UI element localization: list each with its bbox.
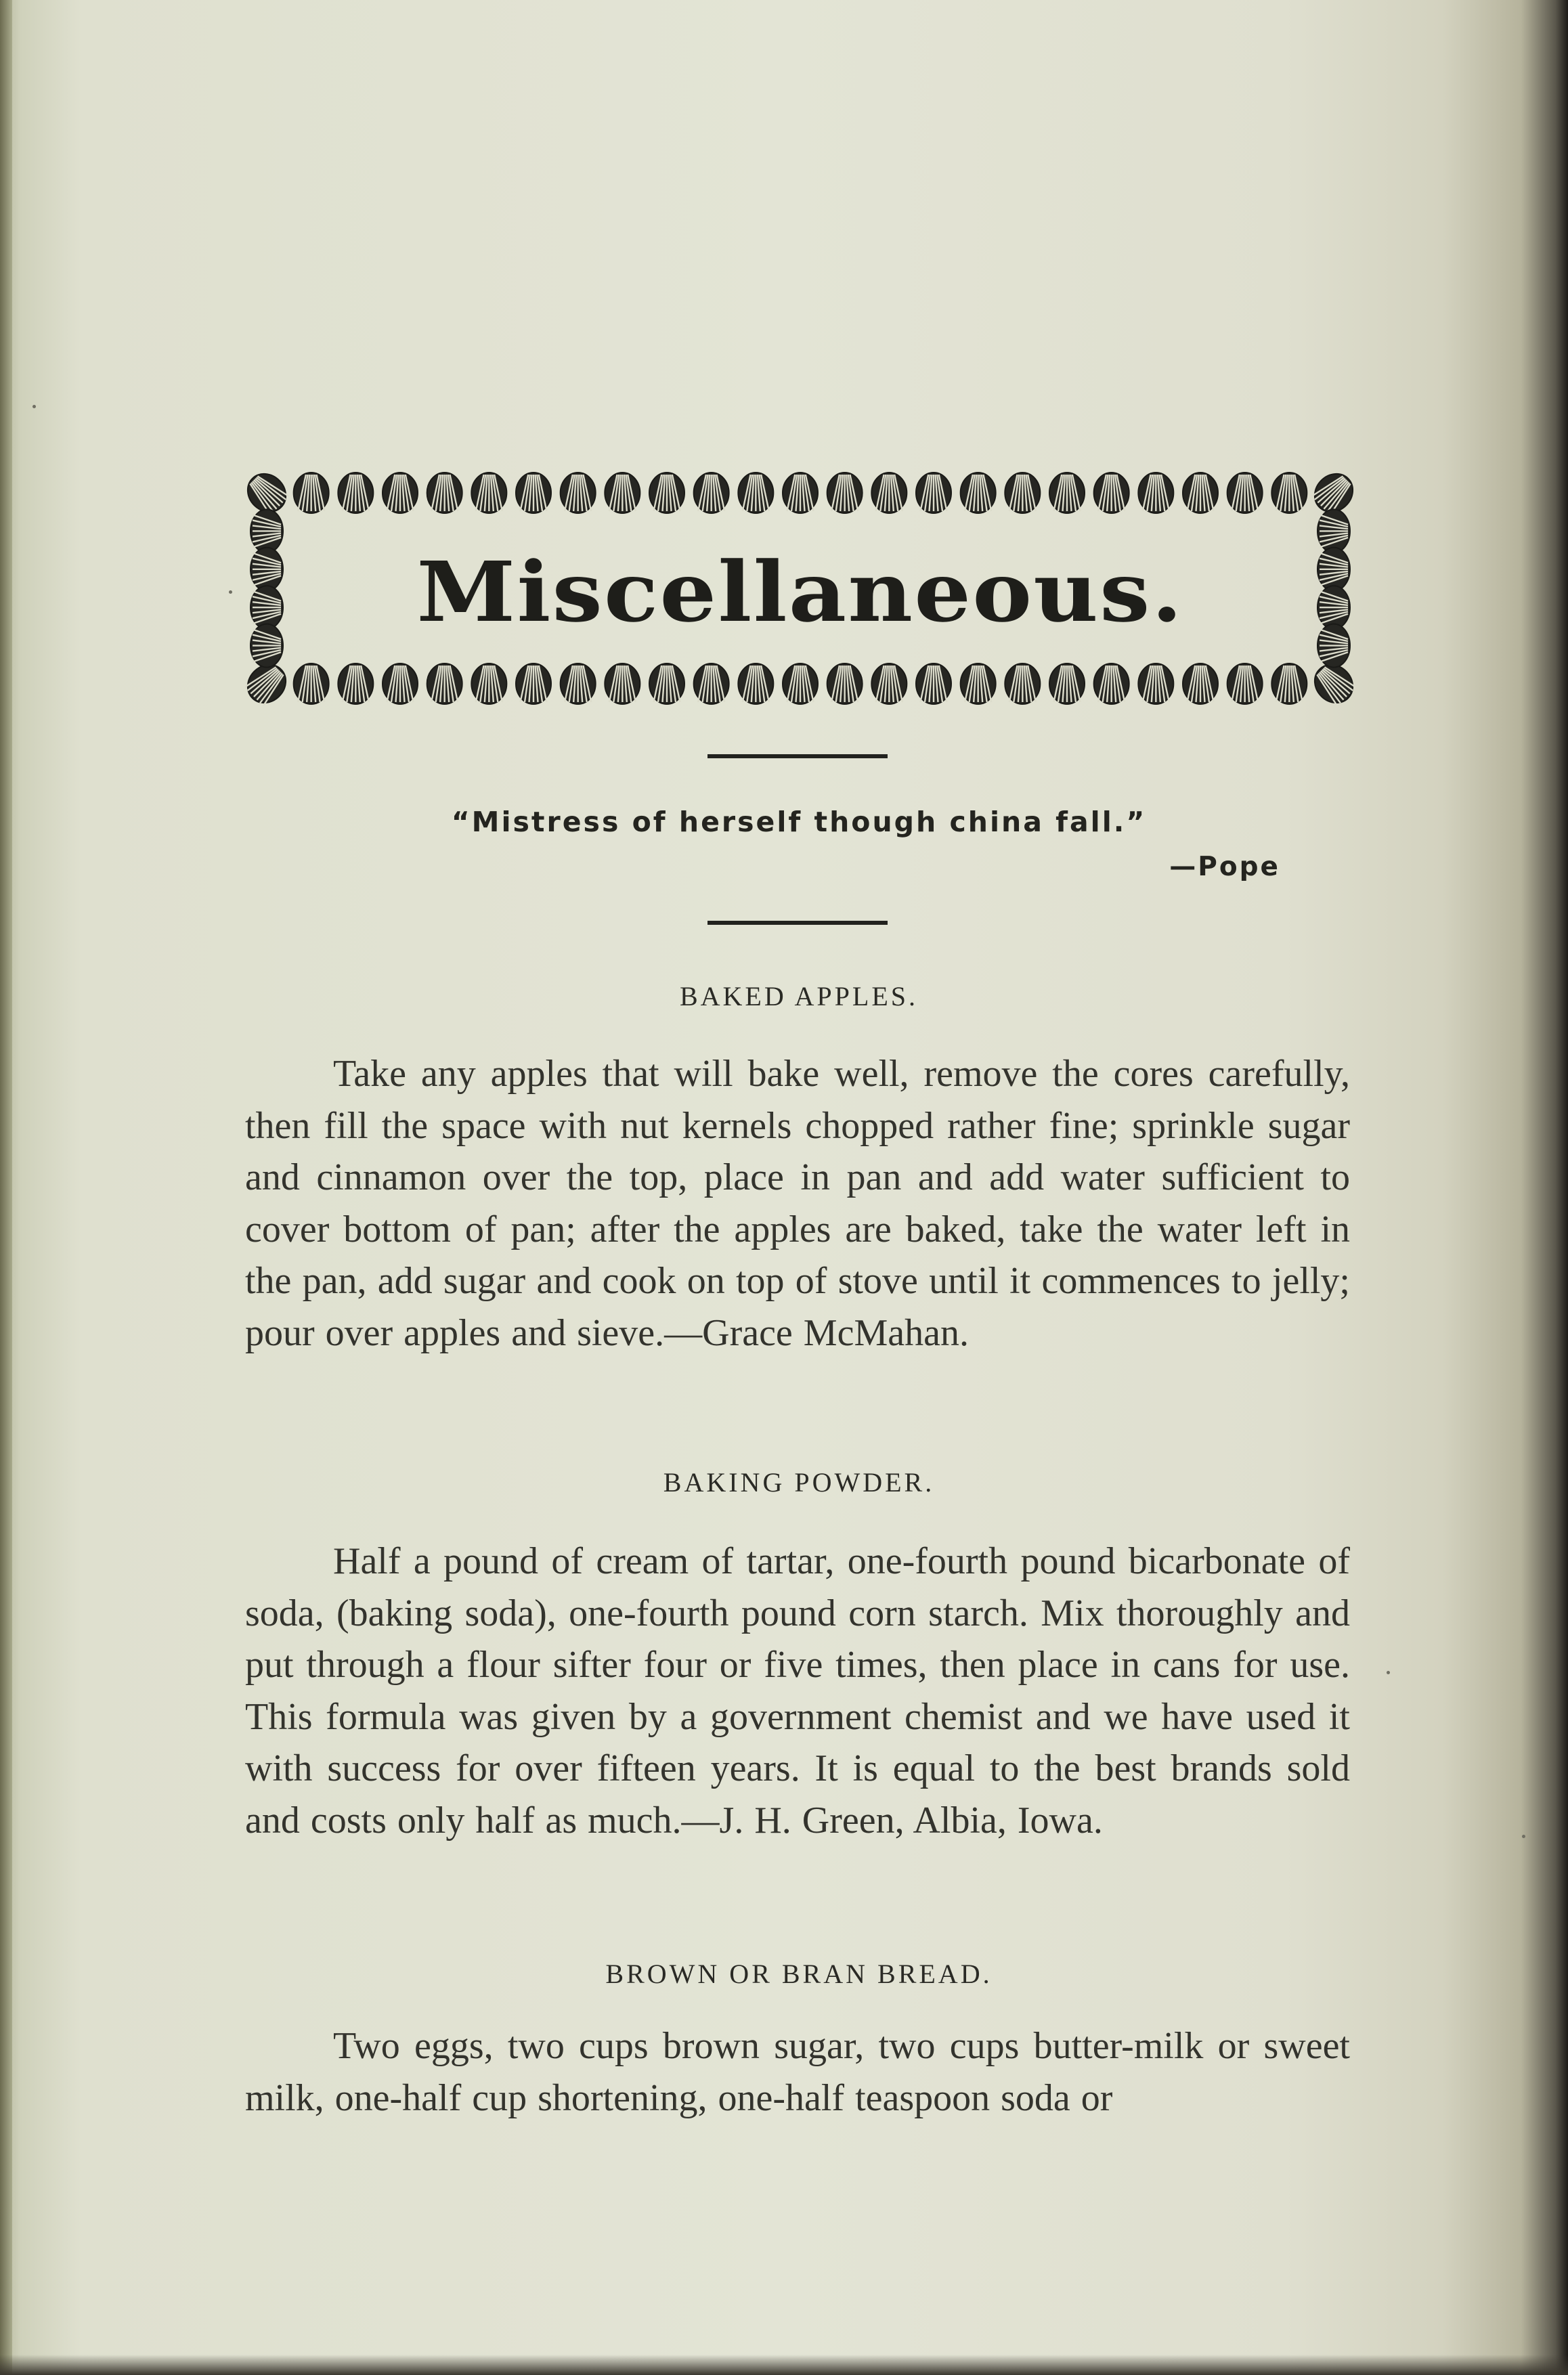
shell-ornament [294, 663, 329, 704]
recipe-body-baked-apples: Take any apples that will bake well, remove the cores carefully, then fill the space with nut kernels chopped rather fine; sprinkle sugar and cinnamon over the top, place in pan and add water sufficient to cover bottom of pan; after the apples are baked, take the water left in the pan, add sugar and cook on top of stove until it commences to jelly; pour over apples and sieve.—Grace McMahan. [245, 1053, 1350, 1354]
shell-ornament [1227, 663, 1263, 704]
shell-ornament [1094, 473, 1129, 513]
shell-ornament [1005, 473, 1040, 513]
shell-ornament [1138, 663, 1173, 704]
shell-ornament [383, 663, 418, 704]
shell-ornament [783, 663, 818, 704]
shell-ornament [916, 473, 951, 513]
recipe-body-baking-powder: Half a pound of cream of tartar, one-fourth pound bicarbonate of soda, (baking soda), one-fourth pound corn starch. Mix thoroughly and put through a flour sifter four or five times, then place in cans for use. This formula was given by a government chemist and we have used it with success for over fifteen years. It is equal to the best brands sold and costs only half as much.—J. H. Green, Albia, Iowa. [245, 1540, 1350, 1842]
page-gutter [0, 0, 12, 2375]
shell-ornament [516, 473, 551, 513]
recipe-body-brown-bread: Two eggs, two cups brown sugar, two cups butter-milk or sweet milk, one-half cup shortening, one-half teaspoon soda or [245, 2025, 1350, 2119]
shell-ornament [1005, 663, 1040, 704]
shell-ornament [471, 663, 506, 704]
shell-ornament [294, 473, 329, 513]
shell-ornament [427, 663, 462, 704]
shell-ornament [961, 663, 996, 704]
divider-rule-top [707, 754, 888, 758]
shell-ornament [383, 473, 418, 513]
paper-speck [1387, 1671, 1390, 1674]
shell-ornament [471, 473, 506, 513]
shell-ornament [1094, 663, 1129, 704]
shell-ornament [605, 473, 640, 513]
shell-ornament [783, 473, 818, 513]
recipe-heading-baking-powder: BAKING POWDER. [663, 1467, 935, 1498]
recipe-heading-brown-bread: BROWN OR BRAN BREAD. [605, 1959, 993, 1989]
shell-ornament [1271, 473, 1307, 513]
epigraph-author: —Pope [1169, 852, 1280, 882]
shell-ornament [871, 663, 907, 704]
shell-ornament [1227, 473, 1263, 513]
shell-ornament [338, 663, 373, 704]
shell-ornament [561, 663, 596, 704]
shell-ornament [338, 473, 373, 513]
shell-ornament [649, 473, 684, 513]
shell-ornament [827, 663, 863, 704]
shell-ornament [1138, 473, 1173, 513]
shell-ornament [694, 473, 729, 513]
shell-ornament [1049, 473, 1085, 513]
recipe-heading-baked-apples: BAKED APPLES. [679, 981, 919, 1011]
divider-rule-bottom [707, 921, 888, 925]
shell-ornament [738, 473, 773, 513]
ornamental-header-frame [245, 469, 1355, 705]
shell-ornament [427, 473, 462, 513]
shell-ornament [1271, 663, 1307, 704]
paper-speck [229, 590, 232, 594]
shell-ornament [916, 663, 951, 704]
shell-ornament [1183, 663, 1218, 704]
shell-ornament [605, 663, 640, 704]
shell-ornament [1049, 663, 1085, 704]
section-title: Miscellaneous. [416, 543, 1184, 640]
shell-ornament [827, 473, 863, 513]
shell-ornament [516, 663, 551, 704]
epigraph-quote: “Mistress of herself though china fall.” [451, 806, 1147, 838]
paper-speck [1522, 1835, 1525, 1838]
paper-speck [32, 405, 36, 408]
shell-ornament [961, 473, 996, 513]
shell-ornament [1183, 473, 1218, 513]
shell-ornament [694, 663, 729, 704]
shell-ornament [649, 663, 684, 704]
shell-ornament [871, 473, 907, 513]
shell-ornament [738, 663, 773, 704]
shell-ornament [561, 473, 596, 513]
